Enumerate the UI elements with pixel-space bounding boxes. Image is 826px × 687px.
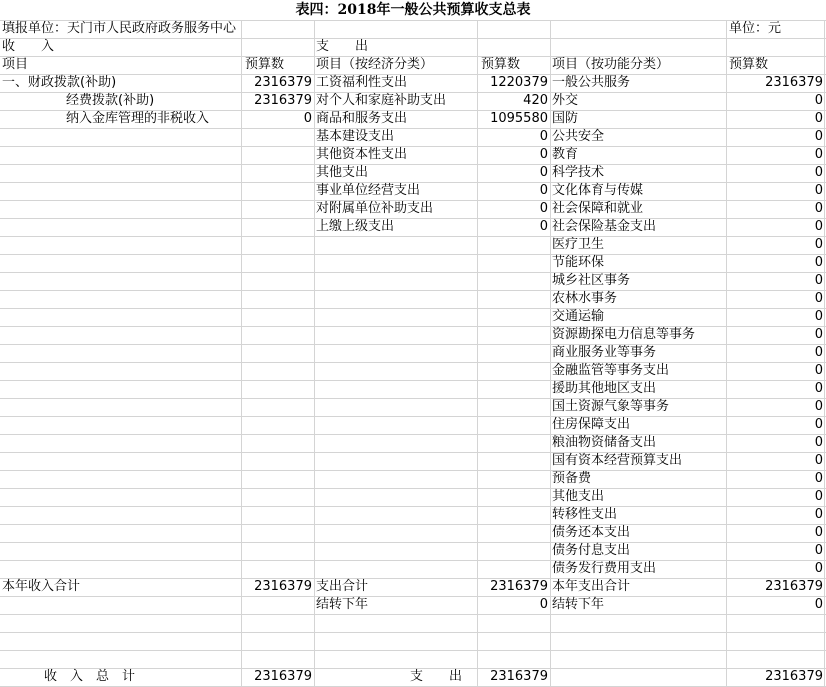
- expense-total-value: 2316379: [490, 579, 548, 594]
- func-item-label: 社会保障和就业: [552, 201, 644, 216]
- econ-item-value: 0: [539, 147, 548, 162]
- grid-column-line: [550, 20, 551, 687]
- func-item-value: 0: [814, 381, 823, 396]
- func-item-label: 商业服务业等事务: [552, 345, 657, 360]
- income-item-label: 纳入金库管理的非税收入: [66, 111, 210, 126]
- reporting-unit: 填报单位：天门市人民政府政务服务中心: [2, 21, 237, 36]
- func-item-label: 医疗卫生: [552, 237, 605, 252]
- func-item-label: 预备费: [552, 471, 592, 486]
- header-func-budget: 预算数: [729, 57, 769, 72]
- func-item-label: 援助其他地区支出: [552, 381, 657, 396]
- func-item-value: 0: [814, 291, 823, 306]
- func-item-value: 0: [814, 453, 823, 468]
- func-item-value: 0: [814, 165, 823, 180]
- func-item-label: 国土资源气象等事务: [552, 399, 670, 414]
- func-item-label: 文化体育与传媒: [552, 183, 644, 198]
- header-item: 项目: [2, 57, 29, 72]
- func-carryover-value: 0: [814, 597, 823, 612]
- func-item-label: 外交: [552, 93, 579, 108]
- econ-item-value: 0: [539, 201, 548, 216]
- func-item-value: 0: [814, 255, 823, 270]
- currency-unit: 单位：元: [729, 21, 782, 36]
- grid-row-line: [0, 650, 826, 651]
- section-expense-header: 支 出: [316, 39, 369, 54]
- func-item-value: 0: [814, 435, 823, 450]
- grand-total-income-label: 收 入 总 计: [44, 669, 136, 684]
- func-item-value: 0: [814, 507, 823, 522]
- func-item-label: 债务付息支出: [552, 543, 631, 558]
- func-item-label: 住房保障支出: [552, 417, 631, 432]
- econ-carryover-label: 结转下年: [316, 597, 369, 612]
- table-title: 表四：2018年一般公共预算收支总表: [295, 2, 531, 18]
- econ-item-label: 其他资本性支出: [316, 147, 408, 162]
- econ-item-value: 0: [539, 165, 548, 180]
- year-expense-total-value: 2316379: [765, 579, 823, 594]
- func-item-label: 教育: [552, 147, 579, 162]
- func-item-label: 交通运输: [552, 309, 605, 324]
- func-item-value: 2316379: [765, 75, 823, 90]
- func-item-label: 城乡社区事务: [552, 273, 631, 288]
- func-item-value: 0: [814, 417, 823, 432]
- func-item-value: 0: [814, 273, 823, 288]
- econ-item-label: 上缴上级支出: [316, 219, 395, 234]
- econ-item-value: 0: [539, 129, 548, 144]
- income-item-value: 0: [303, 111, 312, 126]
- econ-item-label: 工资福利性支出: [316, 75, 408, 90]
- func-item-value: 0: [814, 183, 823, 198]
- func-item-label: 粮油物资储备支出: [552, 435, 657, 450]
- func-item-label: 债务还本支出: [552, 525, 631, 540]
- func-item-label: 一般公共服务: [552, 75, 631, 90]
- econ-item-value: 1220379: [490, 75, 548, 90]
- year-expense-total-label: 本年支出合计: [552, 579, 631, 594]
- econ-item-value: 1095580: [490, 111, 548, 126]
- func-item-value: 0: [814, 525, 823, 540]
- header-budget: 预算数: [245, 57, 285, 72]
- expense-total-label: 支出合计: [316, 579, 369, 594]
- func-item-label: 转移性支出: [552, 507, 618, 522]
- grand-total-expense-value: 2316379: [490, 669, 548, 684]
- func-item-value: 0: [814, 561, 823, 576]
- econ-item-label: 商品和服务支出: [316, 111, 408, 126]
- econ-item-value: 0: [539, 183, 548, 198]
- econ-item-label: 事业单位经营支出: [316, 183, 421, 198]
- income-total-label: 本年收入合计: [2, 579, 81, 594]
- grid-row-line: [0, 614, 826, 615]
- func-item-label: 资源勘探电力信息等事务: [552, 327, 696, 342]
- econ-item-value: 420: [523, 93, 548, 108]
- func-item-label: 国有资本经营预算支出: [552, 453, 683, 468]
- func-item-value: 0: [814, 309, 823, 324]
- func-item-value: 0: [814, 399, 823, 414]
- income-item-label: 一、财政拨款(补助): [2, 75, 117, 90]
- func-item-label: 其他支出: [552, 489, 605, 504]
- func-item-value: 0: [814, 237, 823, 252]
- func-item-label: 国防: [552, 111, 579, 126]
- func-item-value: 0: [814, 93, 823, 108]
- econ-item-label: 基本建设支出: [316, 129, 395, 144]
- func-item-value: 0: [814, 147, 823, 162]
- grand-total-income-value: 2316379: [254, 669, 312, 684]
- income-item-value: 2316379: [254, 75, 312, 90]
- income-item-label: 经费拨款(补助): [66, 93, 155, 108]
- section-income-header: 收 入: [2, 39, 55, 54]
- econ-carryover-value: 0: [539, 597, 548, 612]
- func-item-value: 0: [814, 129, 823, 144]
- func-item-value: 0: [814, 363, 823, 378]
- func-item-label: 债务发行费用支出: [552, 561, 657, 576]
- econ-item-value: 0: [539, 219, 548, 234]
- econ-item-label: 对附属单位补助支出: [316, 201, 434, 216]
- grand-total-func-value: 2316379: [765, 669, 823, 684]
- econ-item-label: 其他支出: [316, 165, 369, 180]
- func-item-value: 0: [814, 111, 823, 126]
- func-item-value: 0: [814, 489, 823, 504]
- func-item-label: 农林水事务: [552, 291, 618, 306]
- func-item-label: 公共安全: [552, 129, 605, 144]
- func-item-label: 科学技术: [552, 165, 605, 180]
- func-item-value: 0: [814, 327, 823, 342]
- func-item-value: 0: [814, 543, 823, 558]
- grid-column-line: [824, 20, 825, 687]
- func-item-value: 0: [814, 345, 823, 360]
- grid-column-line: [314, 20, 315, 687]
- grid-column-line: [241, 20, 242, 687]
- func-item-value: 0: [814, 471, 823, 486]
- grand-total-expense-label: 支 出: [410, 669, 463, 684]
- func-item-value: 0: [814, 219, 823, 234]
- func-item-label: 社会保险基金支出: [552, 219, 657, 234]
- func-item-value: 0: [814, 201, 823, 216]
- func-carryover-label: 结转下年: [552, 597, 605, 612]
- func-item-label: 金融监管等事务支出: [552, 363, 670, 378]
- income-total-value: 2316379: [254, 579, 312, 594]
- grid-row-line: [0, 632, 826, 633]
- econ-item-label: 对个人和家庭补助支出: [316, 93, 447, 108]
- header-func-item: 项目（按功能分类）: [552, 57, 670, 72]
- header-econ-item: 项目（按经济分类）: [316, 57, 434, 72]
- header-econ-budget: 预算数: [481, 57, 521, 72]
- func-item-label: 节能环保: [552, 255, 605, 270]
- income-item-value: 2316379: [254, 93, 312, 108]
